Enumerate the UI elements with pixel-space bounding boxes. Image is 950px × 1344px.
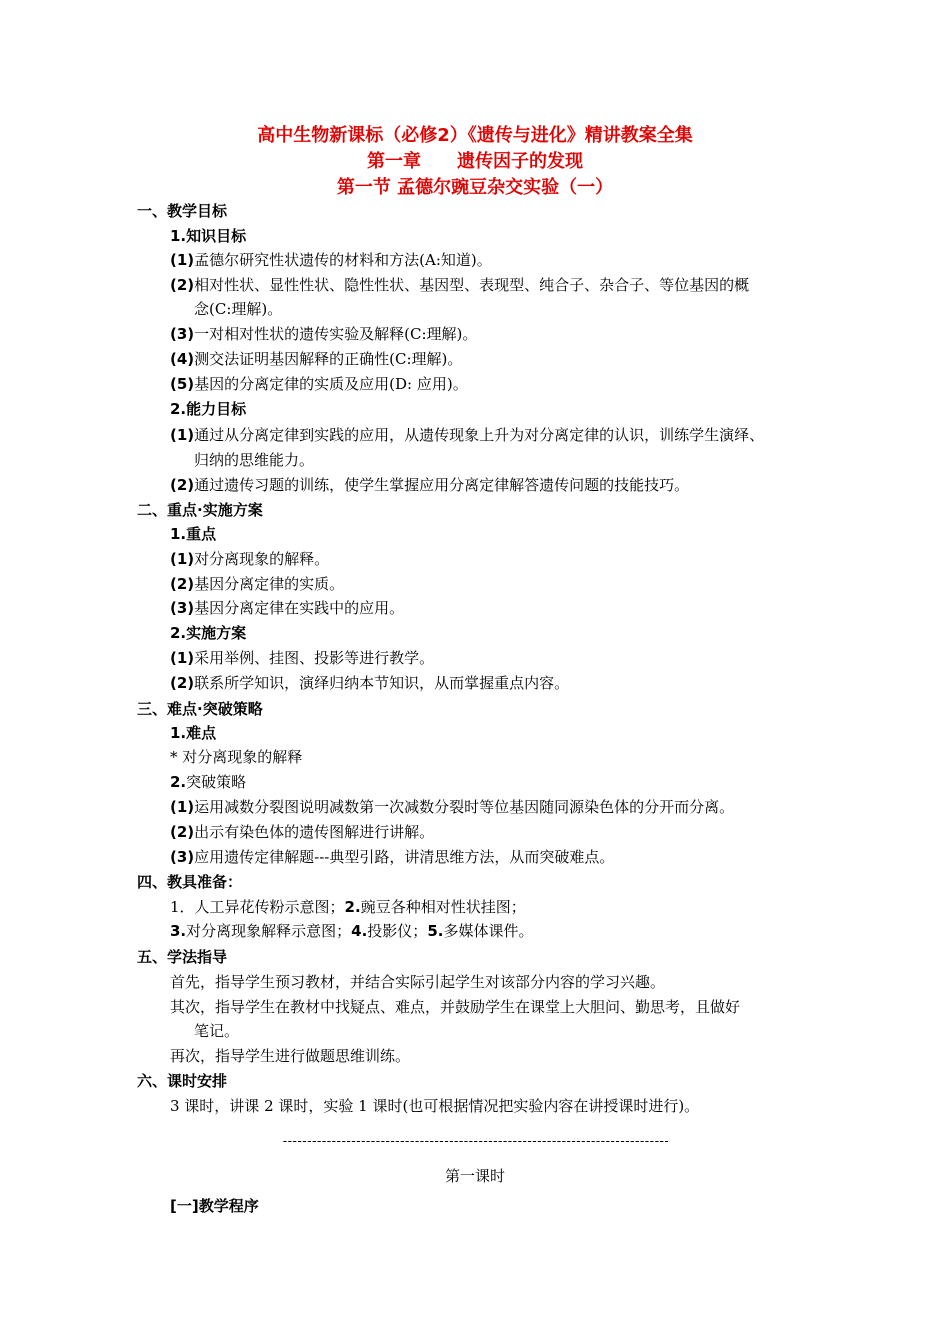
knowledge-item-5: (5)基因的分离定律的实质及应用(D: 应用)。: [170, 375, 468, 393]
heading-study-guidance: 五、学法指导: [137, 948, 228, 966]
strategy-item-3: (3)应用遗传定律解题---典型引路，讲清思维方法，从而突破难点。: [170, 848, 615, 866]
knowledge-item-1: (1)孟德尔研究性状遗传的材料和方法(A:知道)。: [170, 251, 492, 269]
section-title: 第一节 孟德尔豌豆杂交实验（一）: [336, 177, 614, 198]
subheading-key-points: 1.重点: [170, 525, 217, 543]
study-guidance-2-continued: 笔记。: [194, 1022, 240, 1040]
key-point-2: (2)基因分离定律的实质。: [170, 575, 345, 593]
implementation-item-1: (1)采用举例、挂图、投影等进行教学。: [170, 649, 435, 667]
strategy-item-2: (2)出示有染色体的遗传图解进行讲解。: [170, 823, 435, 841]
heading-key-points: 二、重点·实施方案: [137, 501, 263, 519]
subheading-difficulty: 1.难点: [170, 724, 217, 742]
heading-difficulties: 三、难点·突破策略: [137, 700, 263, 718]
teaching-aids-line-2: 3.对分离现象解释示意图；4.投影仪；5.多媒体课件。: [170, 922, 534, 940]
strategy-item-1: (1)运用减数分裂图说明减数第一次减数分裂时等位基因随同源染色体的分开而分离。: [170, 798, 735, 816]
chapter-title: 第一章 遗传因子的发现: [367, 151, 583, 172]
lesson-program-heading: [一]教学程序: [170, 1197, 259, 1215]
subheading-implementation: 2.实施方案: [170, 624, 247, 642]
schedule-text: 3 课时，讲课 2 课时，实验 1 课时(也可根据情况把实验内容在讲授课时进行)。: [170, 1097, 700, 1115]
teaching-aids-line-1: 1．人工异花传粉示意图；2.豌豆各种相对性状挂图；: [170, 898, 526, 916]
study-guidance-1: 首先，指导学生预习教材，并结合实际引起学生对该部分内容的学习兴趣。: [170, 973, 666, 991]
difficulty-item: * 对分离现象的解释: [170, 748, 303, 766]
key-point-3: (3)基因分离定律在实践中的应用。: [170, 599, 405, 617]
knowledge-item-2: (2)相对性状、显性性状、隐性性状、基因型、表现型、纯合子、杂合子、等位基因的概: [170, 276, 750, 294]
document-title: 高中生物新课标（必修2）《遗传与进化》精讲教案全集: [257, 125, 693, 146]
key-point-1: (1)对分离现象的解释。: [170, 550, 330, 568]
subheading-strategy: 2.突破策略: [170, 773, 247, 791]
study-guidance-2: 其次，指导学生在教材中找疑点、难点，并鼓励学生在课堂上大胆问、勤思考，且做好: [170, 998, 741, 1016]
ability-item-1-continued: 归纳的思维能力。: [194, 451, 315, 469]
knowledge-item-4: (4)测交法证明基因解释的正确性(C:理解)。: [170, 350, 463, 368]
knowledge-item-2-continued: 念(C:理解)。: [194, 300, 283, 318]
subheading-ability-goals: 2.能力目标: [170, 400, 247, 418]
separator-line: -------------------------------------------------------------------------------: [282, 1134, 670, 1149]
heading-teaching-aids: 四、教具准备：: [137, 873, 243, 891]
knowledge-item-3: (3)一对相对性状的遗传实验及解释(C:理解)。: [170, 325, 478, 343]
heading-schedule: 六、课时安排: [137, 1072, 228, 1090]
heading-teaching-goals: 一、教学目标: [137, 202, 228, 220]
lesson-title: 第一课时: [444, 1167, 505, 1185]
study-guidance-3: 再次，指导学生进行做题思维训练。: [170, 1047, 411, 1065]
implementation-item-2: (2)联系所学知识，演绎归纳本节知识，从而掌握重点内容。: [170, 674, 570, 692]
ability-item-2: (2)通过遗传习题的训练，使学生掌握应用分离定律解答遗传问题的技能技巧。: [170, 476, 690, 494]
ability-item-1: (1)通过从分离定律到实践的应用，从遗传现象上升为对分离定律的认识，训练学生演绎、: [170, 426, 765, 444]
subheading-knowledge-goals: 1.知识目标: [170, 227, 247, 245]
